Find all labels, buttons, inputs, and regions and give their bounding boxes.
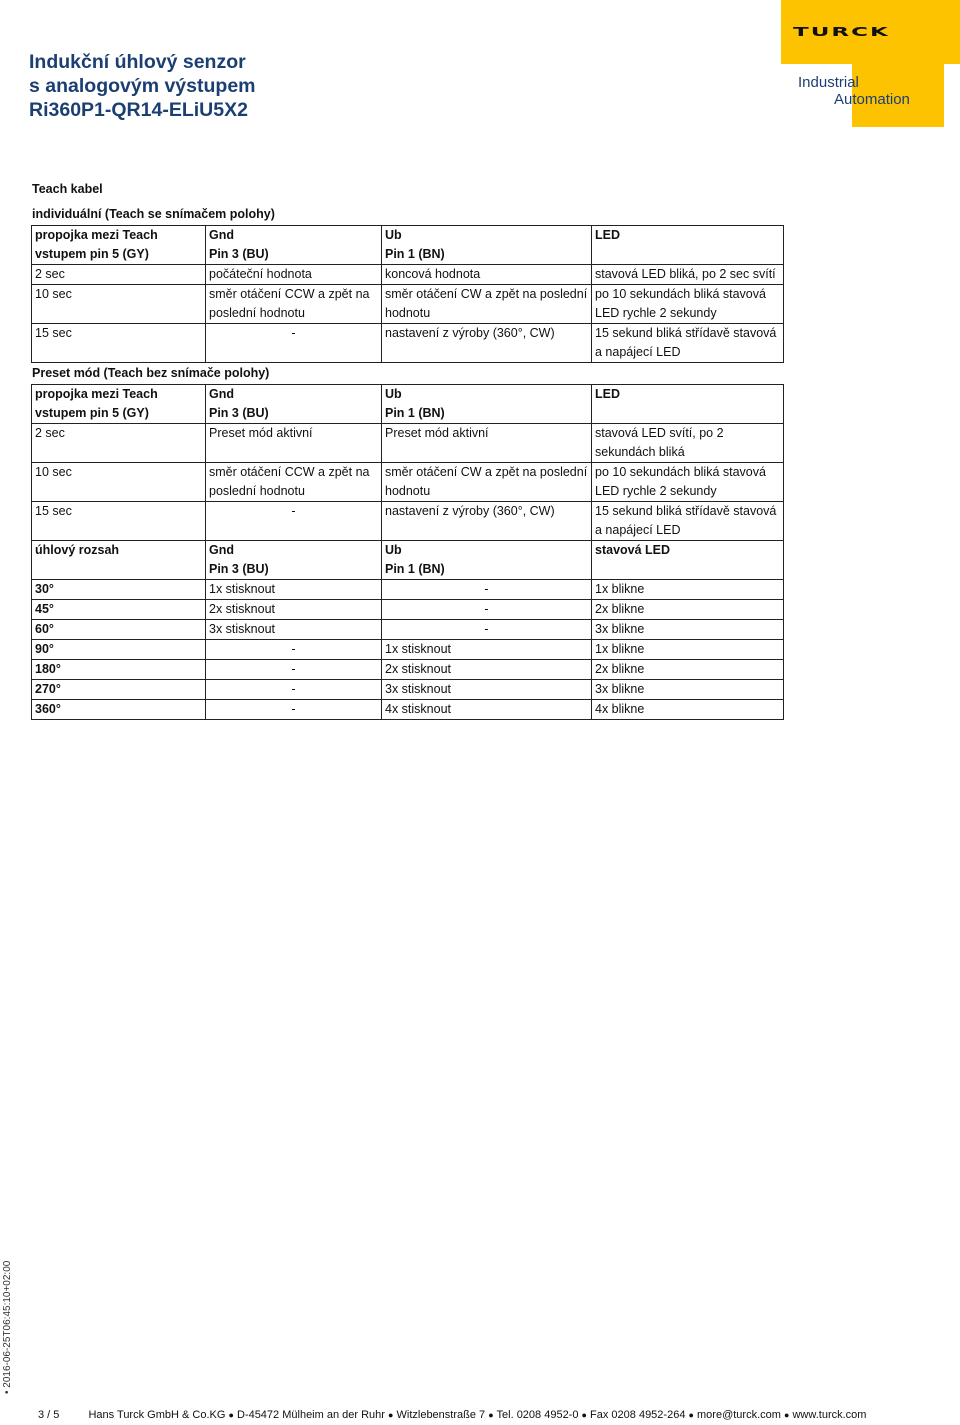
individual-header-row-cell-3: Ub Pin 1 (BN) [382, 226, 592, 265]
individual-teach-table [31, 225, 784, 363]
individual-row-cell-1: 10 sec [32, 285, 206, 324]
angle-row-cell-4: 2x blikne [592, 660, 784, 680]
angle-row [32, 620, 784, 640]
preset-row-cell-1: 10 sec [32, 463, 206, 502]
angle-row-cell-2: 3x stisknout [206, 620, 382, 640]
individual-row [32, 285, 784, 324]
angle-row-cell-2: 1x stisknout [206, 580, 382, 600]
individual-row [32, 324, 784, 363]
angle-row-cell-3: 4x stisknout [382, 700, 592, 720]
timestamp: • 2016-06-25T06:45:10+02:00 [2, 1260, 13, 1394]
preset-header-row-cell-3: Ub Pin 1 (BN) [382, 385, 592, 424]
angle-row-cell-2: - [206, 640, 382, 660]
individual-row-cell-4: stavová LED bliká, po 2 sec svítí [592, 265, 784, 285]
angle-row-cell-1: 360° [32, 700, 206, 720]
logo-tagline-2: Automation [834, 91, 910, 108]
individual-header-row [32, 226, 784, 265]
angle-header-row [32, 541, 784, 580]
angle-header-row-cell-2: Gnd Pin 3 (BU) [206, 541, 382, 580]
separator-icon: ● [688, 1410, 694, 1420]
preset-row-cell-1: 15 sec [32, 502, 206, 541]
logo-tagline [798, 74, 910, 108]
separator-icon: ● [783, 1410, 790, 1420]
angle-row-cell-3: - [382, 620, 592, 640]
separator-icon: ● [228, 1410, 234, 1420]
fax: Fax 0208 4952-264 [590, 1409, 686, 1421]
individual-header-row-cell-4: LED [592, 226, 784, 265]
preset-row-cell-2: Preset mód aktivní [206, 424, 382, 463]
logo-tagline-1: Industrial [798, 74, 859, 91]
preset-row [32, 463, 784, 502]
angle-row-cell-1: 270° [32, 680, 206, 700]
individual-row-cell-4: 15 sekund bliká střídavě stavová a napájecí LED [592, 324, 784, 363]
individual-header-row-cell-1: propojka mezi Teach vstupem pin 5 (GY) [32, 226, 206, 265]
page-number: 3 / 5 [38, 1409, 60, 1421]
angle-header-row-cell-4: stavová LED [592, 541, 784, 580]
turck-logo: TURCK [793, 24, 890, 40]
angle-row [32, 600, 784, 620]
preset-header-row-cell-1: propojka mezi Teach vstupem pin 5 (GY) [32, 385, 206, 424]
preset-row [32, 424, 784, 463]
individual-row-cell-1: 15 sec [32, 324, 206, 363]
separator-icon: ● [488, 1410, 494, 1420]
preset-row-cell-4: po 10 sekundách bliká stavová LED rychle 2 sekundy [592, 463, 784, 502]
preset-row-cell-3: nastavení z výroby (360°, CW) [382, 502, 592, 541]
angle-row [32, 580, 784, 600]
angle-row-cell-3: 2x stisknout [382, 660, 592, 680]
preset-row-cell-2: - [206, 502, 382, 541]
address: D-45472 Mülheim an der Ruhr [236, 1409, 385, 1421]
angle-row-cell-4: 3x blikne [592, 620, 784, 640]
separator-icon: ● [388, 1410, 394, 1420]
angle-row-cell-3: - [382, 580, 592, 600]
angle-row-cell-4: 1x blikne [592, 640, 784, 660]
preset-row-cell-3: směr otáčení CW a zpět na poslední hodnotu [382, 463, 592, 502]
angle-row [32, 660, 784, 680]
separator-icon: ● [581, 1410, 587, 1420]
preset-row [32, 502, 784, 541]
angle-header-row-cell-3: Ub Pin 1 (BN) [382, 541, 592, 580]
angle-row-cell-3: 3x stisknout [382, 680, 592, 700]
angle-row-cell-2: 2x stisknout [206, 600, 382, 620]
preset-row-cell-3: Preset mód aktivní [382, 424, 592, 463]
individual-row [32, 265, 784, 285]
angle-row [32, 700, 784, 720]
footer [38, 1409, 866, 1421]
individual-row-cell-1: 2 sec [32, 265, 206, 285]
preset-teach-table [31, 384, 784, 720]
angle-row-cell-1: 30° [32, 580, 206, 600]
angle-row-cell-3: - [382, 600, 592, 620]
angle-row-cell-1: 90° [32, 640, 206, 660]
angle-row-cell-2: - [206, 700, 382, 720]
angle-row-cell-4: 1x blikne [592, 580, 784, 600]
preset-row-cell-4: stavová LED svítí, po 2 sekundách bliká [592, 424, 784, 463]
website-link[interactable]: www.turck.com [792, 1409, 867, 1421]
individual-row-cell-4: po 10 sekundách bliká stavová LED rychle 2 sekundy [592, 285, 784, 324]
preset-heading: Preset mód (Teach bez snímače polohy) [32, 366, 270, 380]
angle-header-row-cell-1: úhlový rozsah [32, 541, 206, 580]
individual-row-cell-2: počáteční hodnota [206, 265, 382, 285]
angle-row-cell-2: - [206, 680, 382, 700]
company-name: Hans Turck GmbH & Co.KG [88, 1409, 226, 1421]
street: Witzlebenstraße 7 [396, 1409, 486, 1421]
title-line-3: Ri360P1-QR14-ELiU5X2 [29, 99, 248, 121]
individual-heading: individuální (Teach se snímačem polohy) [32, 207, 275, 221]
individual-row-cell-3: směr otáčení CW a zpět na poslední hodnotu [382, 285, 592, 324]
angle-row [32, 640, 784, 660]
angle-row-cell-1: 180° [32, 660, 206, 680]
individual-row-cell-2: směr otáčení CCW a zpět na poslední hodnotu [206, 285, 382, 324]
angle-row-cell-1: 45° [32, 600, 206, 620]
angle-row-cell-1: 60° [32, 620, 206, 640]
angle-row-cell-2: - [206, 660, 382, 680]
individual-header-row-cell-2: Gnd Pin 3 (BU) [206, 226, 382, 265]
title-line-1: Indukční úhlový senzor [29, 51, 246, 73]
preset-header-row [32, 385, 784, 424]
teach-cable-heading: Teach kabel [32, 182, 103, 196]
individual-row-cell-3: nastavení z výroby (360°, CW) [382, 324, 592, 363]
preset-row-cell-1: 2 sec [32, 424, 206, 463]
title-line-2: s analogovým výstupem [29, 75, 256, 97]
email-link[interactable]: more@turck.com [697, 1409, 781, 1421]
preset-header-row-cell-2: Gnd Pin 3 (BU) [206, 385, 382, 424]
angle-row-cell-3: 1x stisknout [382, 640, 592, 660]
preset-row-cell-4: 15 sekund bliká střídavě stavová a napájecí LED [592, 502, 784, 541]
angle-row-cell-4: 2x blikne [592, 600, 784, 620]
phone: Tel. 0208 4952-0 [496, 1409, 579, 1421]
preset-header-row-cell-4: LED [592, 385, 784, 424]
document-title [29, 50, 589, 122]
preset-row-cell-2: směr otáčení CCW a zpět na poslední hodnotu [206, 463, 382, 502]
individual-row-cell-2: - [206, 324, 382, 363]
individual-row-cell-3: koncová hodnota [382, 265, 592, 285]
angle-row-cell-4: 3x blikne [592, 680, 784, 700]
angle-row [32, 680, 784, 700]
angle-row-cell-4: 4x blikne [592, 700, 784, 720]
